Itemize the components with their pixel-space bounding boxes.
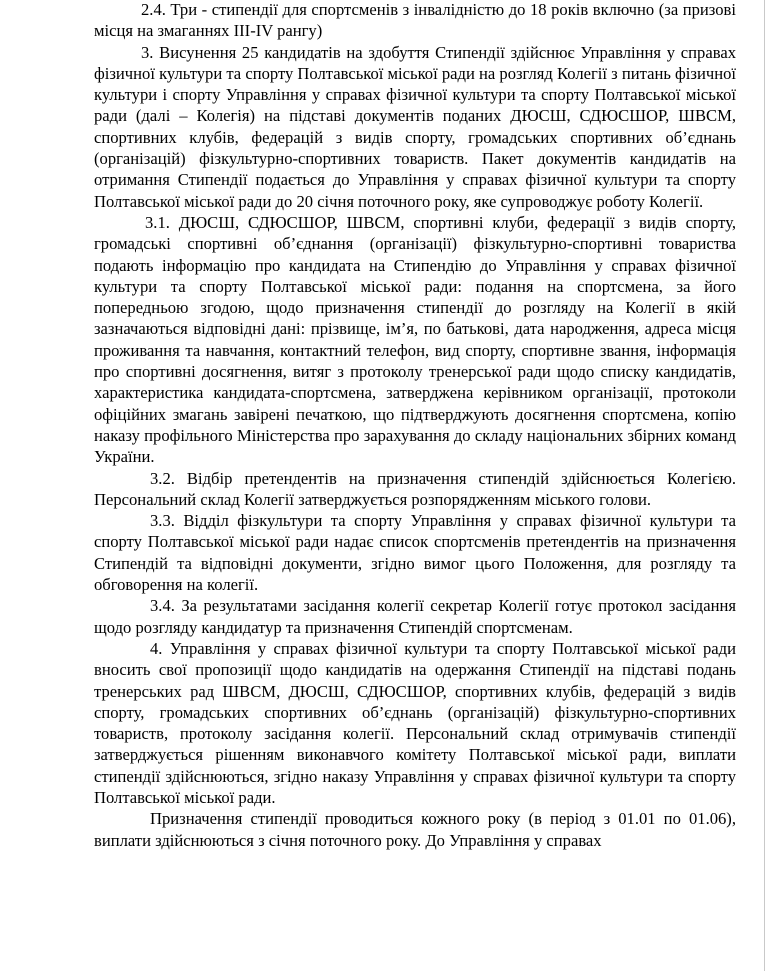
paragraph-3-3: 3.3. Відділ фізкультури та спорту Управління у справах фізичної культури та спорту Полтавської міської ради надає список спортсменів претендентів на призначення Стипендій та відповідні документи, згідно вимог цього Положення, для розгляду та обговорення на колегії. xyxy=(94,511,736,595)
paragraph-3-1: 3.1. ДЮСШ, СДЮСШОР, ШВСМ, спортивні клуби, федерації з видів спорту, громадські спортивні об’єднання (організації) фізкультурно-спортивні товариства подають інформацію про кандидата на Стипендію до Управління у справах фізичної культури та спорту Полтавської міської ради: подання на спортсмена, за його попередньою згодою, щодо призначення стипендії до розгляду на Колегії в якій зазначаються відповідні дані: прізвище, ім’я, по батькові, дата народження, адреса місця проживання та навчання, контактний телефон, вид спорту, спортивне звання, інформація про спортивні досягнення, витяг з протоколу тренерської ради щодо списку кандидатів, характеристика кандидата-спортсмена, затверджена керівником організації, протоколи офіційних змагань завірені печаткою, що підтверджують досягнення спортсмена, копію наказу профільного Міністерства про зарахування до складу національних збірних команд України. xyxy=(94,212,736,467)
paragraph-4: 4. Управління у справах фізичної культури та спорту Полтавської міської ради вносить свої пропозиції щодо кандидатів на одержання Стипендії на підставі подань тренерських рад ШВСМ, ДЮСШ, СДЮСШОР, спортивних клубів, федерацій з видів спорту, громадських спортивних об’єднань (організацій) фізкультурно-спортивних товариств, протоколу засідання колегії. Персональний склад отримувачів стипендії затверджується рішенням виконавчого комітету Полтавської міської ради, виплати стипендії здійснюються, згідно наказу Управління у справах фізичної культури та спорту Полтавської міської ради. xyxy=(94,638,736,807)
paragraph-3-2: 3.2. Відбір претендентів на призначення стипендій здійснюється Колегією. Персональний склад Колегії затверджується розпорядженням міського голови. xyxy=(94,468,736,509)
paragraph-3-4: 3.4. За результатами засідання колегії секретар Колегії готує протокол засідання щодо розгляду кандидатур та призначення Стипендій спортсменам. xyxy=(94,596,736,637)
paragraph-3: 3. Висунення 25 кандидатів на здобуття Стипендії здійснює Управління у справах фізичної культури та спорту Полтавської міської ради на розгляд Колегії з питань фізичної культури і спорту Управління у справах фізичної культури та спорту Полтавської міської ради (далі – Колегія) на підставі документів поданих ДЮСШ, СДЮСШОР, ШВСМ, спортивних клубів, федерацій з видів спорту, громадських спортивних об’єднань (організацій) фізкультурно-спортивних товариств. Пакет документів кандидатів на отримання Стипендії подається до Управління у справах фізичної культури та спорту Полтавської міської ради до 20 січня поточного року, яке супроводжує роботу Колегії. xyxy=(94,42,736,211)
paragraph-4-continuation: Призначення стипендії проводиться кожного року (в період з 01.01 по 01.06), виплати здійснюються з січня поточного року. До Управління у справах xyxy=(94,809,736,850)
document-body xyxy=(94,0,736,851)
paragraph-2-4: 2.4. Три - стипендії для спортсменів з інвалідністю до 18 років включно (за призові місця на змаганнях ІІІ-ІV рангу) xyxy=(94,0,736,41)
